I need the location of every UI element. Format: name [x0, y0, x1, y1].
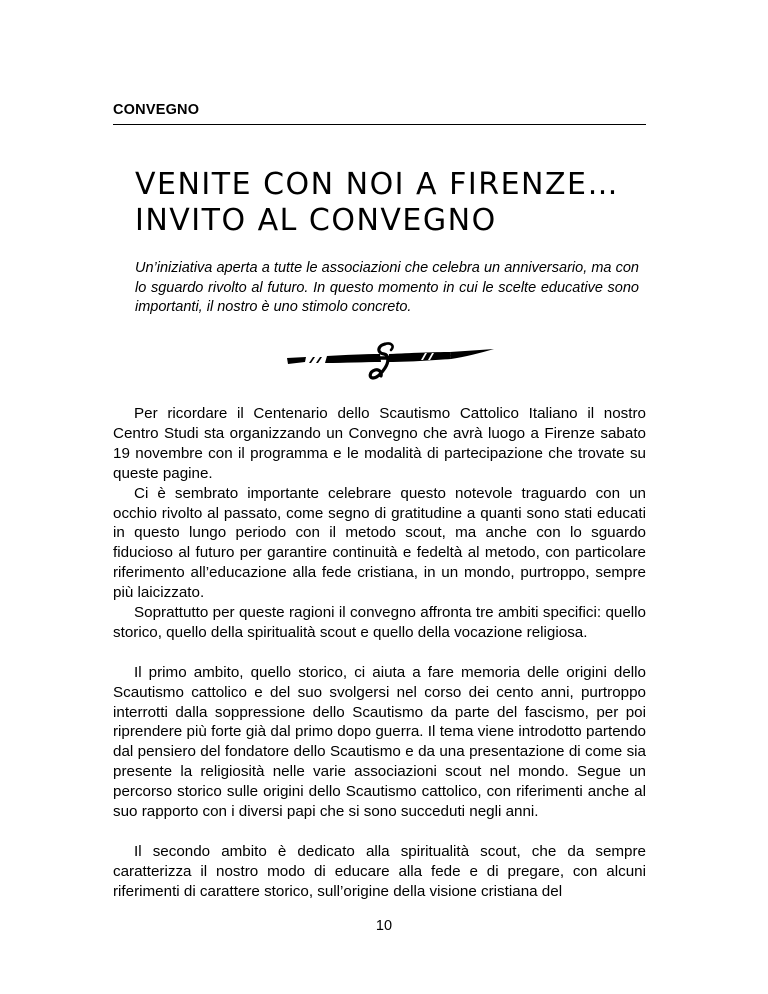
page-number: 10	[375, 918, 393, 934]
article-body	[113, 404, 646, 902]
article-title-line-2: INVITO AL CONVEGNO	[135, 203, 497, 238]
body-paragraph-5: Il secondo ambito è dedicato alla spiritualità scout, che da sempre caratterizza il nostro modo di educare alla fede e di pregare, con alcuni riferimenti di carattere storico, sull’origine della visione cristiana del	[113, 842, 646, 900]
body-paragraph-2: Ci è sembrato importante celebrare questo notevole traguardo con un occhio rivolto al passato, come segno di gratitudine a quanti sono stati educati in questo lungo periodo con il metodo scout, ma anche con lo sguardo fiducioso al futuro per garantire continuità e fedeltà al metodo, con particolare riferimento all’educazione alla fede cristiana, in un mondo, purtroppo, sempre più laicizzato.	[113, 484, 646, 602]
article-title	[135, 167, 655, 239]
body-paragraph-3: Soprattutto per queste ragioni il convegno affronta tre ambiti specifici: quello storico, quello della spiritualità scout e quello della vocazione religiosa.	[113, 604, 646, 641]
fleur-de-lis-divider-icon	[285, 338, 495, 384]
section-divider	[113, 124, 646, 125]
section-label: CONVEGNO	[113, 102, 200, 118]
article-title-line-1: VENITE CON NOI A FIRENZE…	[135, 167, 619, 202]
article-subtitle: Un’iniziativa aperta a tutte le associazioni che celebra un anniversario, ma con lo sguardo rivolto al futuro. In questo momento in cui le scelte educative sono importanti, il nostro è uno stimolo concreto.	[135, 260, 639, 315]
body-paragraph-4: Il primo ambito, quello storico, ci aiuta a fare memoria delle origini dello Scautismo cattolico e del suo svolgersi nel corso dei cento anni, purtroppo interrotti dalla soppressione dello Scautismo da parte del fascismo, per poi riprendere più forte già dal primo dopo guerra. Il tema viene introdotto partendo dal pensiero del fondatore dello Scautismo e da una presentazione di come sia presente la religiosità nelle varie associazioni scout nel mondo. Segue un percorso storico sulle origini dello Scautismo cattolico, con riferimenti anche al suo rapporto con i diversi papi che si sono succeduti negli anni.	[113, 663, 646, 821]
body-paragraph-1: Per ricordare il Centenario dello Scautismo Cattolico Italiano il nostro Centro Studi sta organizzando un Convegno che avrà luogo a Firenze sabato 19 novembre con il programma e le modalità di partecipazione che trovate su queste pagine.	[113, 405, 646, 482]
